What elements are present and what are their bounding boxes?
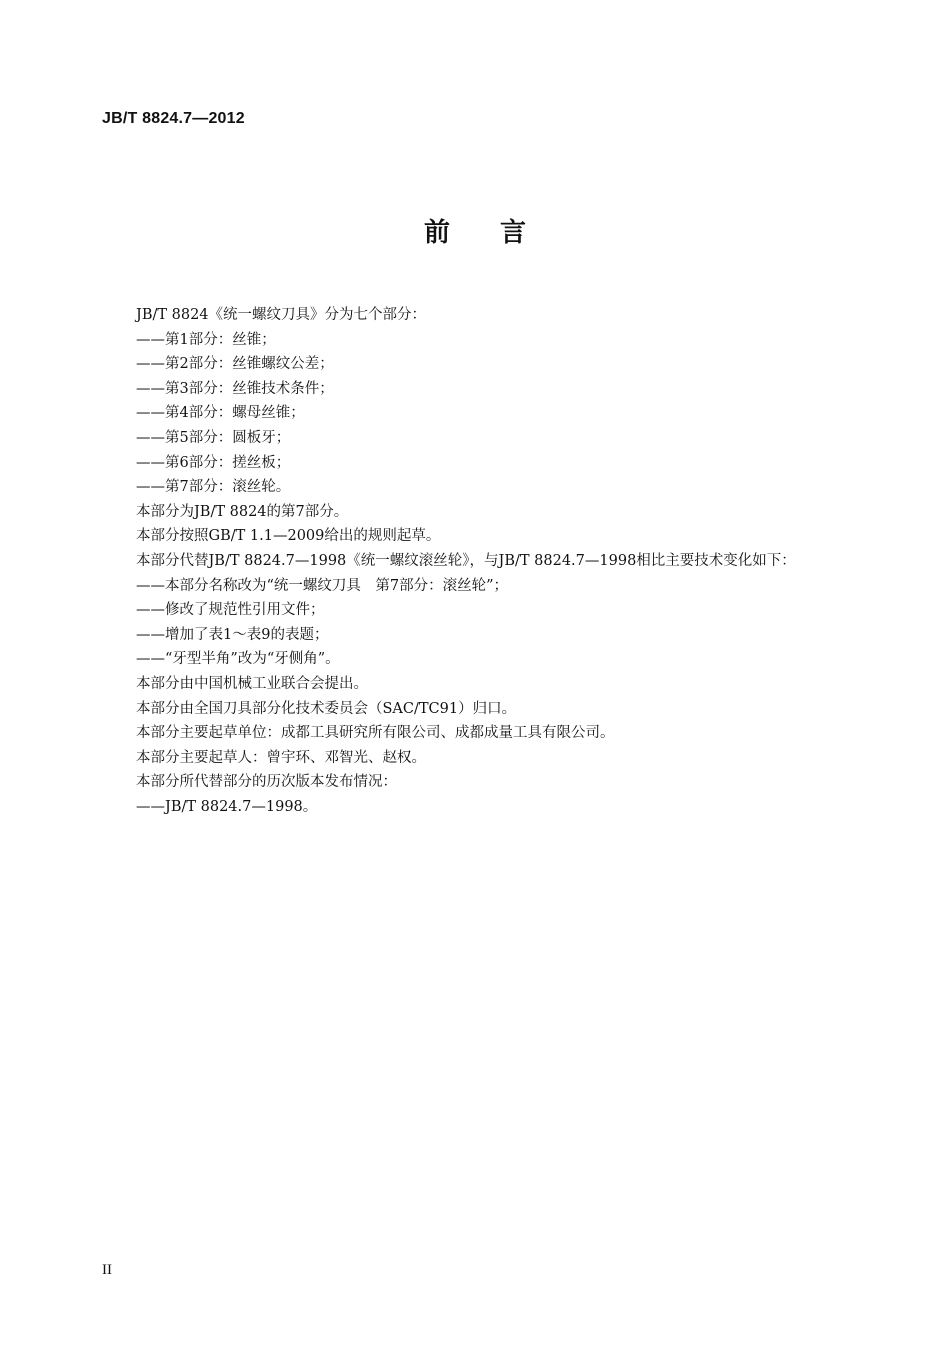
body-line: ——JB/T 8824.7—1998。	[136, 798, 318, 815]
body-line: 本部分按照GB/T 1.1—2009给出的规则起草。	[136, 528, 441, 545]
body-line: ——第7部分：滚丝轮。	[136, 479, 291, 496]
body-line: ——第4部分：螺母丝锥；	[136, 405, 305, 422]
body-line: 本部分主要起草单位：成都工具研究所有限公司、成都成量工具有限公司。	[136, 725, 615, 742]
body-line: ——“牙型半角”改为“牙侧角”。	[136, 651, 340, 668]
body-line: ——增加了表1～表9的表题；	[136, 626, 329, 643]
body-line: ——第3部分：丝锥技术条件；	[136, 380, 334, 397]
document-code-header: JB/T 8824.7—2012	[102, 110, 245, 127]
body-line: 本部分由全国刀具部分化技术委员会（SAC/TC91）归口。	[136, 700, 517, 717]
body-line: ——修改了规范性引用文件；	[136, 602, 325, 619]
body-line: 本部分所代替部分的历次版本发布情况：	[136, 774, 397, 791]
body-line: ——第1部分：丝锥；	[136, 331, 276, 348]
body-line: ——第6部分：搓丝板；	[136, 454, 291, 471]
body-line: ——第5部分：圆板牙；	[136, 429, 291, 446]
body-line: 本部分主要起草人：曾宇环、邓智光、赵权。	[136, 749, 426, 766]
body-line: 本部分为JB/T 8824的第7部分。	[136, 503, 349, 520]
foreword-body	[136, 303, 896, 819]
body-line: ——本部分名称改为“统一螺纹刀具 第7部分：滚丝轮”；	[136, 577, 509, 594]
body-line: 本部分代替JB/T 8824.7—1998《统一螺纹滚丝轮》，与JB/T 8824.7—1998相比主要技术变化如下：	[136, 552, 796, 569]
title-char-2: 言	[500, 218, 527, 248]
title-char-1: 前	[423, 218, 450, 248]
page-number: II	[102, 1262, 112, 1278]
body-line: ——第2部分：丝锥螺纹公差；	[136, 356, 334, 373]
page-title	[0, 212, 950, 249]
body-line: JB/T 8824《统一螺纹刀具》分为七个部分：	[136, 307, 427, 323]
body-line: 本部分由中国机械工业联合会提出。	[136, 675, 368, 692]
